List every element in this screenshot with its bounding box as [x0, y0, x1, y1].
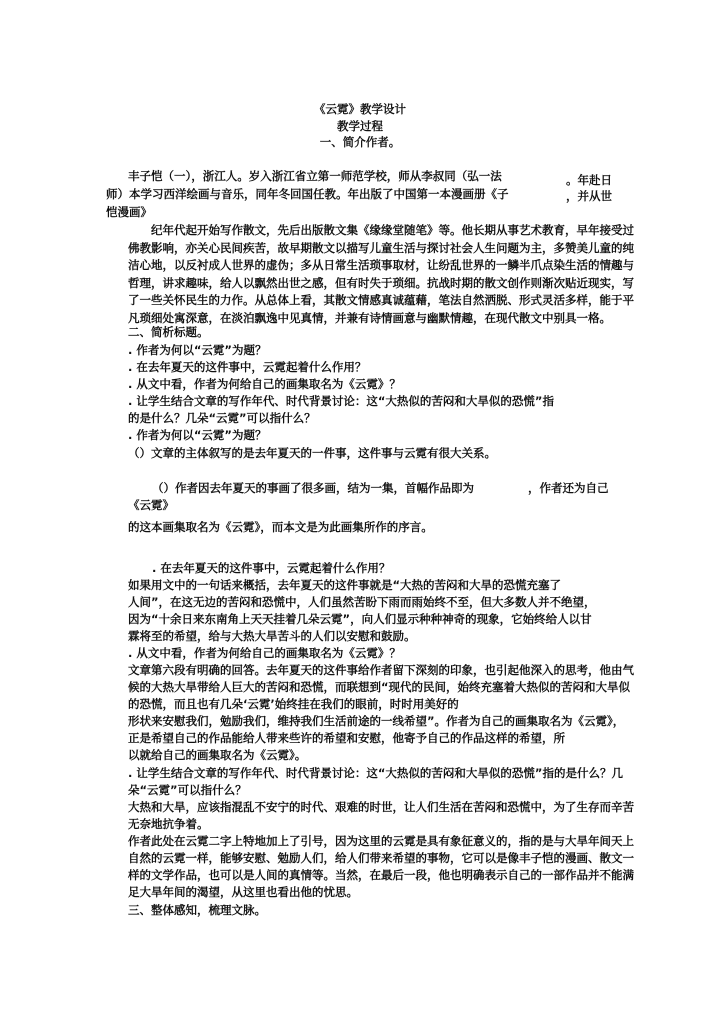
question-item: . 在去年夏天的这件事中，云霓起着什么作用？: [128, 360, 367, 374]
bio-line: 了一些关怀民生的力作。从总体上看，其散文情感真诚蕴藉，笔法自然洒脱、形式灵活多样，能于平: [128, 293, 634, 307]
intro-line-3: 恺漫画》: [106, 205, 152, 219]
answer3-heading: . 从文中看，作者为何给自己的画集取名为《云霓》？: [128, 646, 401, 660]
section-heading-1: 一、简介作者。: [319, 135, 401, 149]
intro-line-1: 丰子恺（一），浙江人。岁入浙江省立第一师范学校，师从李叔同（弘一法: [128, 169, 502, 183]
answer4-line: 自然的云霓一样，能够安慰、勉励人们，给人们带来希望的事物，它可以是像丰子恺的漫画、散文一: [128, 851, 634, 865]
answer4-line: 无奈地抗争着。: [128, 817, 209, 831]
question-item: 的是什么？几朵“云霓”可以指什么？: [128, 411, 316, 425]
intro-line-2-right: ，并从世: [566, 189, 612, 203]
answer3-line: 形状来安慰我们，勉励我们，维持我们生活前途的一线希望”。作者为自己的画集取名为《云霓》，: [128, 714, 625, 728]
section-heading-2: 二、简析标题。: [128, 325, 209, 339]
answer2-line: 因为“十余日来东南角上天天挂着几朵云霓”，向人们显示种种神奇的现象，它始终给人以甘: [128, 612, 592, 626]
question-item: . 让学生结合文章的写作年代、时代背景讨论：这“大热似的苦闷和大旱似的恐慌”指: [128, 394, 554, 408]
bio-line: 凡琐细处寓深意，在淡泊飘逸中见真情，并兼有诗情画意与幽默情趣，在现代散文中别具一格。: [128, 311, 611, 325]
bio-line: 纪年代起开始写作散文，先后出版散文集《缘缘堂随笔》等。他长期从事艺术教育，早年接受过: [151, 223, 634, 237]
answer3-line: 文章第六段有明确的回答。去年夏天的这件事给作者留下深刻的印象，也引起他深入的思考，他由气: [128, 663, 634, 677]
answer3-line: 的恐慌，而且也有几朵‘云霓’始终挂在我们的眼前，时时用美好的: [128, 697, 459, 711]
bio-line: 洁心地，以反衬成人世界的虚伪；多从日常生活琐事取材，让纷乱世界的一鳞半爪点染生活的情趣与: [128, 258, 634, 272]
answer3-line: 正是希望自己的作品能给人带来些许的希望和安慰，他寄予自己的作品这样的希望，所: [128, 731, 565, 745]
answer2-line: 人间”，在这无边的苦闷和恐慌中，人们虽然苦盼下雨而雨始终不至，但大多数人并不绝望，: [128, 595, 596, 609]
bio-line: 哲理，讲求趣味，给人以飘然出世之感，但有时失于琐细。抗战时期的散文创作则渐次贴近现实，写: [128, 276, 634, 290]
answer4-line: 朵“云霓”可以指什么？: [128, 783, 247, 797]
section-heading-3: 三、整体感知，梳理文脉。: [128, 903, 266, 917]
answer3-line: 候的大热大旱带给人巨大的苦闷和恐慌，而联想到“现代的民间，始终充塞着大热似的苦闷和大旱似: [128, 680, 631, 694]
answer4-line: 足大旱年间的渴望，从这里也看出他的忧思。: [128, 885, 358, 899]
answer2-heading: . 在去年夏天的这件事中，云霓起着什么作用？: [152, 561, 391, 575]
question-item: . 从文中看，作者为何给自己的画集取名为《云霓》？: [128, 377, 401, 391]
document-title: 《云霓》教学设计: [314, 102, 406, 116]
answer3-line: 以就给自己的画集取名为《云霓》。: [128, 748, 307, 762]
answer1-line-1: （）作者因去年夏天的事画了很多画，结为一集，首幅作品即为: [152, 481, 474, 495]
question-item: （）文章的主体叙写的是去年夏天的一件事，这件事与云霓有很大关系。: [128, 446, 496, 460]
intro-line-1-right: 。年赴日: [566, 173, 612, 187]
answer4-line: 作者此处在云霓二字上特地加上了引号，因为这里的云霓是具有象征意义的，指的是与大旱年间天上: [128, 834, 634, 848]
answer4-line: 样的文学作品，也可以是人间的真情等。当然，在最后一段，他也明确表示自己的一部作品并不能满: [128, 868, 634, 882]
subtitle-process: 教学过程: [337, 119, 383, 133]
answer4-line: 大热和大旱，应该指混乱不安宁的时代、艰难的时世，让人们生活在苦闷和恐慌中，为了生存而辛苦: [128, 800, 634, 814]
question-item: . 作者为何以“云霓”为题？: [128, 343, 267, 357]
intro-line-2: 师）本学习西洋绘画与音乐，同年冬回国任教。年出版了中国第一本漫画册《子: [106, 187, 509, 201]
answer2-line: 霖将至的希望，给与大热大旱苦斗的人们以安慰和鼓励。: [128, 629, 416, 643]
answer1-line-2: 《云霓》: [128, 498, 174, 512]
answer1-line-3: 的这本画集取名为《云霓》，而本文是为此画集所作的序言。: [128, 520, 433, 534]
question-item: . 作者为何以“云霓”为题？: [128, 428, 267, 442]
bio-line: 佛教影响，亦关心民间疾苦，故早期散文以描写儿童生活与探讨社会人生问题为主，多赞美儿童的纯: [128, 241, 634, 255]
answer4-heading: . 让学生结合文章的写作年代、时代背景讨论：这“大热似的苦闷和大旱似的恐慌”指的是什么？几: [128, 766, 623, 780]
answer2-line: 如果用文中的一句话来概括，去年夏天的这件事就是“大热的苦闷和大旱的恐慌充塞了: [128, 578, 562, 592]
answer1-line-1-right: ，作者还为自己: [528, 481, 609, 495]
